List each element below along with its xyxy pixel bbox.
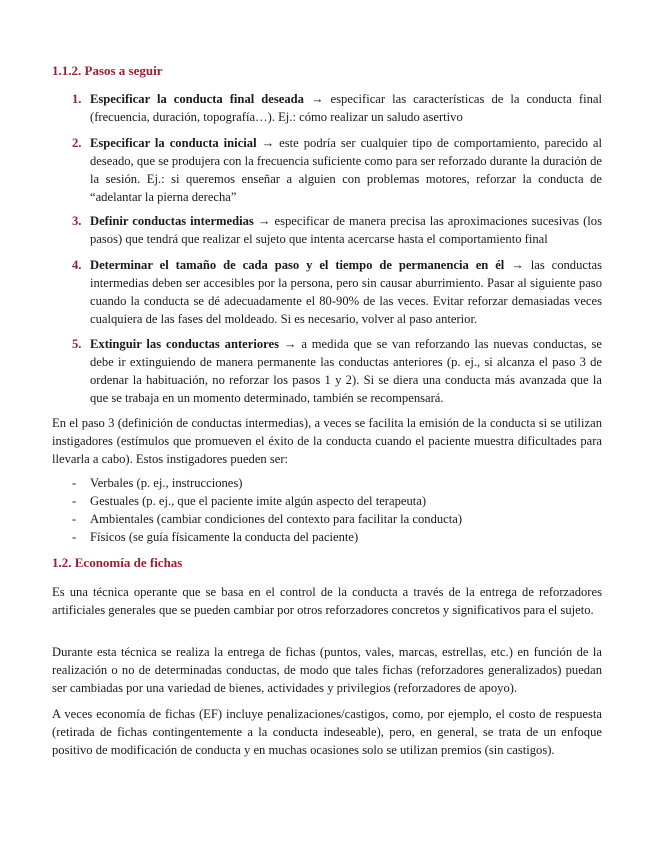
section-heading-economia: 1.2. Economía de fichas — [52, 555, 183, 570]
step-2-title: Especificar la conducta inicial — [90, 136, 257, 150]
step-3-title: Definir conductas intermedias — [90, 214, 254, 228]
list-item: - Verbales (p. ej., instrucciones) — [72, 476, 243, 490]
instigadores-list — [52, 474, 602, 546]
paragraph-1: Es una técnica operante que se basa en el control de la conducta a través de la entrega de reforzadores artificiales generales que se pueden cambiar por otros reforzadores concretos y significativos para el sujeto. — [52, 585, 602, 617]
step-5-title: Extinguir las conductas anteriores — [90, 337, 280, 351]
step-4-text: → las conductas intermedias deben ser accesibles por la persona, pero sin causar aburrimiento. Pasar al siguiente paso cuando la conducta se dé adecuadamente el 80-90% de las veces. Evitar reforzar demasiadas veces cualquiera de las fases del moldeado. Si es necesario, volver al paso anterior. — [90, 258, 602, 326]
step-1 — [90, 90, 602, 126]
step-number-2: 2. — [72, 136, 82, 150]
step-number-4: 4. — [72, 258, 82, 272]
step-5 — [90, 335, 602, 407]
step-5-text: → a medida que se van reforzando las nuevas conductas, se debe ir extinguiendo de manera permanente las conductas anteriores (p. ej., si alcanza el paso 3 de ordenar la habituación, no reforzar los pasos 1 y 2). Si se diera una conducta más avanzada que la que se trabaja en un momento determinado, también se recompensará. — [90, 337, 602, 405]
step-3 — [90, 212, 602, 248]
step-2-text: → este podría ser cualquier tipo de comportamiento, parecido al deseado, que se produjera con la frecuencia suficiente como para ser reforzado durante la duración de la sesión. Ej.: si queremos enseñar a alguien con problemas motores, reforzar la conducta de “adelantar la pierna derecha” — [90, 136, 602, 204]
step-4-title: Determinar el tamaño de cada paso y el tiempo de permanencia en él — [90, 258, 505, 272]
bullet-dash: - — [72, 476, 77, 490]
step-number-5: 5. — [72, 337, 82, 351]
step-2 — [90, 134, 602, 206]
bullet-dash: - — [72, 494, 77, 508]
paragraph-instigadores: En el paso 3 (definición de conductas intermedias), a veces se facilita la emisión de la conducta si se utilizan instigadores (estímulos que promueven el éxito de la conducta cuando el paciente muestra dificultades para llevarla a cabo). Estos instigadores pueden ser: — [52, 416, 602, 466]
paragraph-3: A veces economía de fichas (EF) incluye penalizaciones/castigos, como, por ejemplo, el costo de respuesta (retirada de fichas contingentemente a la conducta indeseable), pero, en general, se trata de un enfoque positivo de modificación de conducta y en muchas ocasiones solo se utilizan premios (sin castigos). — [52, 707, 602, 757]
step-4 — [90, 256, 602, 328]
bullet-dash: - — [72, 530, 77, 544]
step-number-1: 1. — [72, 92, 82, 106]
step-number-3: 3. — [72, 214, 82, 228]
list-item: - Físicos (se guía físicamente la conducta del paciente) — [72, 530, 359, 544]
step-1-text: → especificar las características de la conducta final (frecuencia, duración, topografía…). Ej.: cómo realizar un saludo asertivo — [90, 92, 602, 124]
list-item: - Ambientales (cambiar condiciones del contexto para facilitar la conducta) — [72, 512, 463, 526]
paragraph-2: Durante esta técnica se realiza la entrega de fichas (puntos, vales, marcas, estrellas, etc.) en función de la realización o no de determinadas conductas, de modo que tales fichas (reforzadores generalizados) puedan ser cambiadas por una variedad de bienes, actividades y privilegios (reforzadores de apoyo). — [52, 645, 602, 695]
step-3-text: → especificar de manera precisa las aproximaciones sucesivas (los pasos) que tendrá que realizar el sujeto que intenta acercarse hasta el comportamiento final — [90, 214, 603, 246]
section-heading-pasos: 1.1.2. Pasos a seguir — [52, 63, 163, 78]
list-item: - Gestuales (p. ej., que el paciente imite algún aspecto del terapeuta) — [72, 494, 427, 508]
bullet-dash: - — [72, 512, 77, 526]
step-1-title: Especificar la conducta final deseada — [90, 92, 304, 106]
